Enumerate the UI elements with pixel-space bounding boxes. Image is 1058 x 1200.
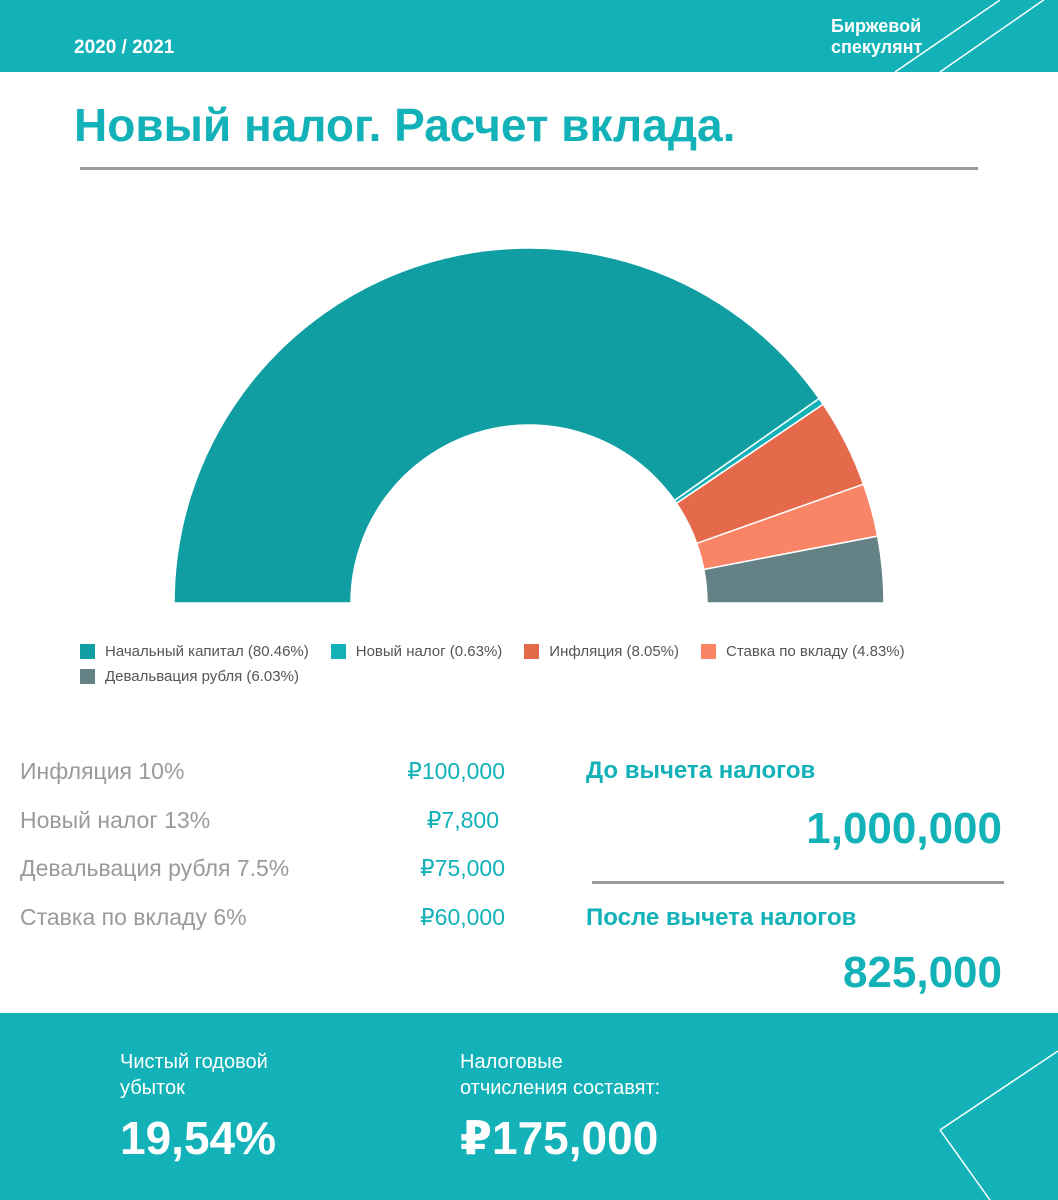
brand-logo [831,16,971,58]
legend-label: Ставка по вкладу (4.83%) [726,642,905,660]
legend-swatch [331,644,346,659]
brand-line-2: спекулянт [831,37,923,57]
legend-row-1 [80,640,1000,662]
after-tax-label: После вычета налогов [586,904,857,931]
legend-item-deposit-rate [701,643,905,660]
legend-label: Новый налог (0.63%) [355,642,503,660]
stat-row-devaluation [20,855,505,889]
tax-deductions-value: ₽175,000 [460,1112,659,1164]
stat-row-deposit-rate [20,904,505,938]
stat-label: Ставка по вкладу 6% [20,904,247,930]
legend-swatch [701,644,716,659]
tax-deductions-label-line-1: Налоговые [460,1051,563,1073]
page-title: Новый налог. Расчет вклада. [74,99,736,151]
stat-label: Девальвация рубля 7.5% [20,855,290,881]
net-loss-value: 19,54% [120,1112,277,1164]
stat-row-inflation [20,758,505,792]
footer-decoration [0,1013,1058,1200]
legend-swatch [80,644,95,659]
legend-swatch [524,644,539,659]
net-loss-label [120,1049,268,1101]
net-loss-label-line-2: убыток [120,1077,185,1099]
legend-swatch [80,669,95,684]
legend-item-new-tax [331,643,503,660]
before-tax-value: 1,000,000 [806,804,1002,853]
stat-value: ₽100,000 [407,758,505,784]
tax-deductions-label-line-2: отчисления составят: [460,1077,661,1099]
title-divider [80,167,978,170]
stat-value: ₽60,000 [420,904,505,930]
stat-value: ₽75,000 [420,855,505,881]
legend-item-inflation [524,643,679,660]
footer-bar [0,1013,1058,1200]
before-tax-label: До вычета налогов [586,757,816,784]
legend-row-2 [80,665,1000,687]
brand-line-1: Биржевой [831,16,922,36]
legend-label: Инфляция (8.05%) [549,642,680,660]
summary-divider [592,881,1004,884]
stat-label: Инфляция 10% [20,758,185,784]
stat-row-new-tax [20,807,505,841]
header-bar [0,0,1058,72]
net-loss-label-line-1: Чистый годовой [120,1051,268,1073]
stat-label: Новый налог 13% [20,807,211,833]
legend-label: Начальный капитал (80.46%) [105,642,309,660]
chart-legend [80,640,1000,690]
half-donut-chart [0,180,1058,630]
stat-value: ₽7,800 [426,807,499,833]
after-tax-value: 825,000 [842,948,1002,997]
legend-item-devaluation [80,668,299,685]
legend-item-capital [80,643,309,660]
legend-label: Девальвация рубля (6.03%) [105,667,299,685]
tax-deductions-label [460,1049,660,1101]
year-label: 2020 / 2021 [74,37,175,58]
